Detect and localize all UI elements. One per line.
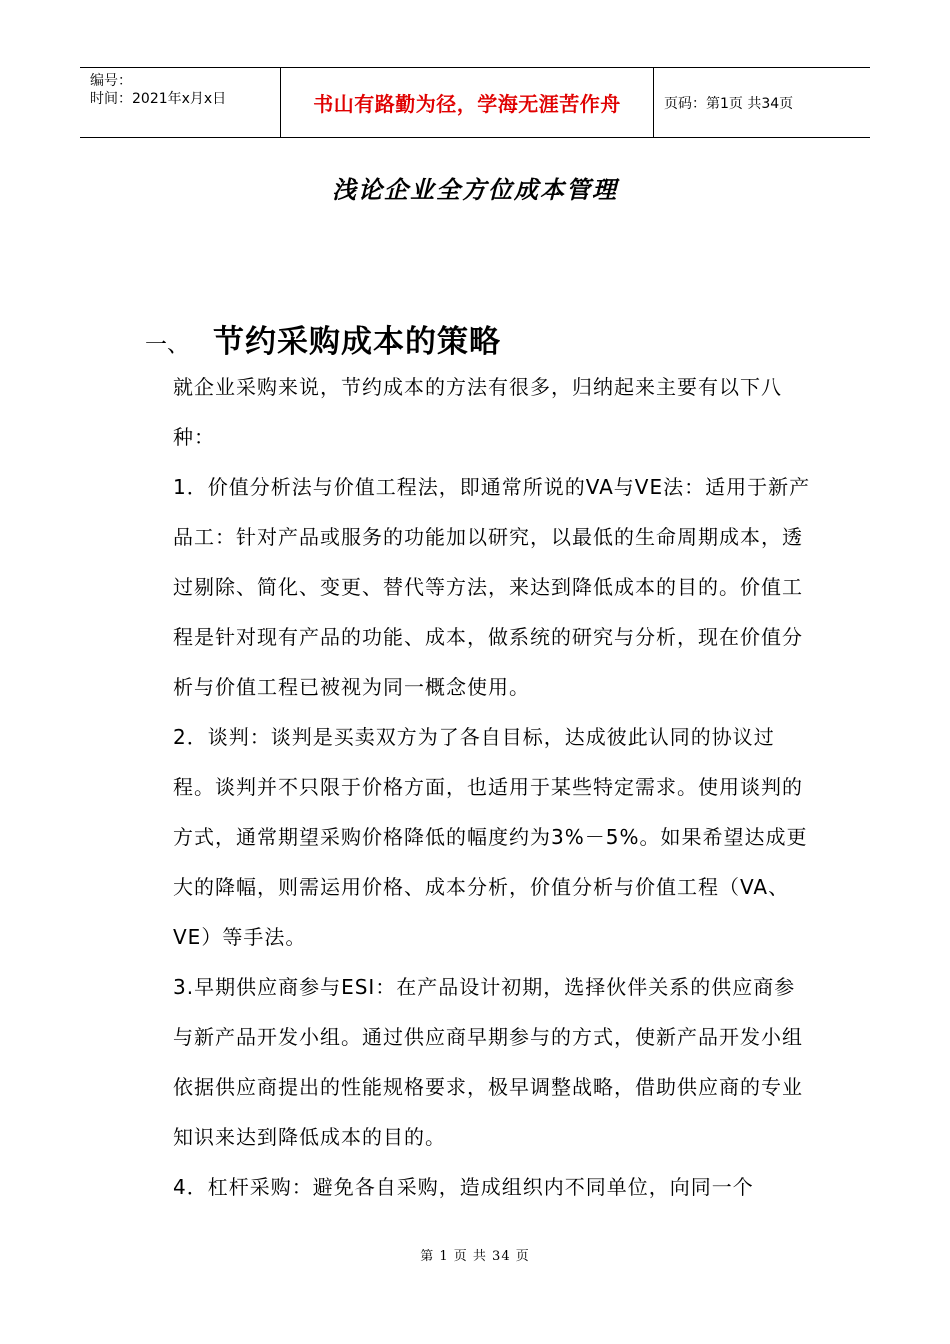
section-heading xyxy=(145,316,501,361)
document-number-label: 编号： xyxy=(90,73,132,89)
section-number: 一、 xyxy=(145,333,190,358)
paragraph-item-2: 2．谈判：谈判是买卖双方为了各自目标，达成彼此认同的协议过程。谈判并不只限于价格方面，也适用于某些特定需求。使用谈判的方式，通常期望采购价格降低的幅度约为3%－5%。如果希望达成更大的降幅，则需运用价格、成本分析，价值分析与价值工程（VA、VE）等手法。 xyxy=(173,725,808,949)
page-footer: 第 1 页 共 34 页 xyxy=(420,1249,530,1264)
paragraph-intro: 就企业采购来说，节约成本的方法有很多，归纳起来主要有以下八种： xyxy=(173,375,782,449)
header-page-cell xyxy=(654,68,870,137)
header-motto-cell xyxy=(281,68,654,137)
document-time-label: 时间：2021年x月x日 xyxy=(90,91,227,107)
body-text xyxy=(173,362,813,1212)
header-motto: 书山有路勤为径，学海无涯苦作舟 xyxy=(313,92,621,116)
paragraph-item-1: 1．价值分析法与价值工程法，即通常所说的VA与VE法：适用于新产品工：针对产品或服务的功能加以研究，以最低的生命周期成本，透过剔除、简化、变更、替代等方法，来达到降低成本的目的。价值工程是针对现有产品的功能、成本，做系统的研究与分析，现在价值分析与价值工程已被视为同一概念使用。 xyxy=(173,475,811,699)
header-page-info: 页码：第1页 共34页 xyxy=(664,95,794,112)
header-table xyxy=(80,67,870,138)
document-title: 浅论企业全方位成本管理 xyxy=(332,176,618,204)
paragraph-item-4: 4．杠杆采购：避免各自采购，造成组织内不同单位，向同一个 xyxy=(173,1175,754,1199)
paragraph-item-3: 3.早期供应商参与ESI：在产品设计初期，选择伙伴关系的供应商参与新产品开发小组。通过供应商早期参与的方式，使新产品开发小组依据供应商提出的性能规格要求，极早调整战略，借助供应商的专业知识来达到降低成本的目的。 xyxy=(173,975,803,1149)
section-title: 节约采购成本的策略 xyxy=(213,324,501,360)
header-meta-cell xyxy=(80,68,281,137)
